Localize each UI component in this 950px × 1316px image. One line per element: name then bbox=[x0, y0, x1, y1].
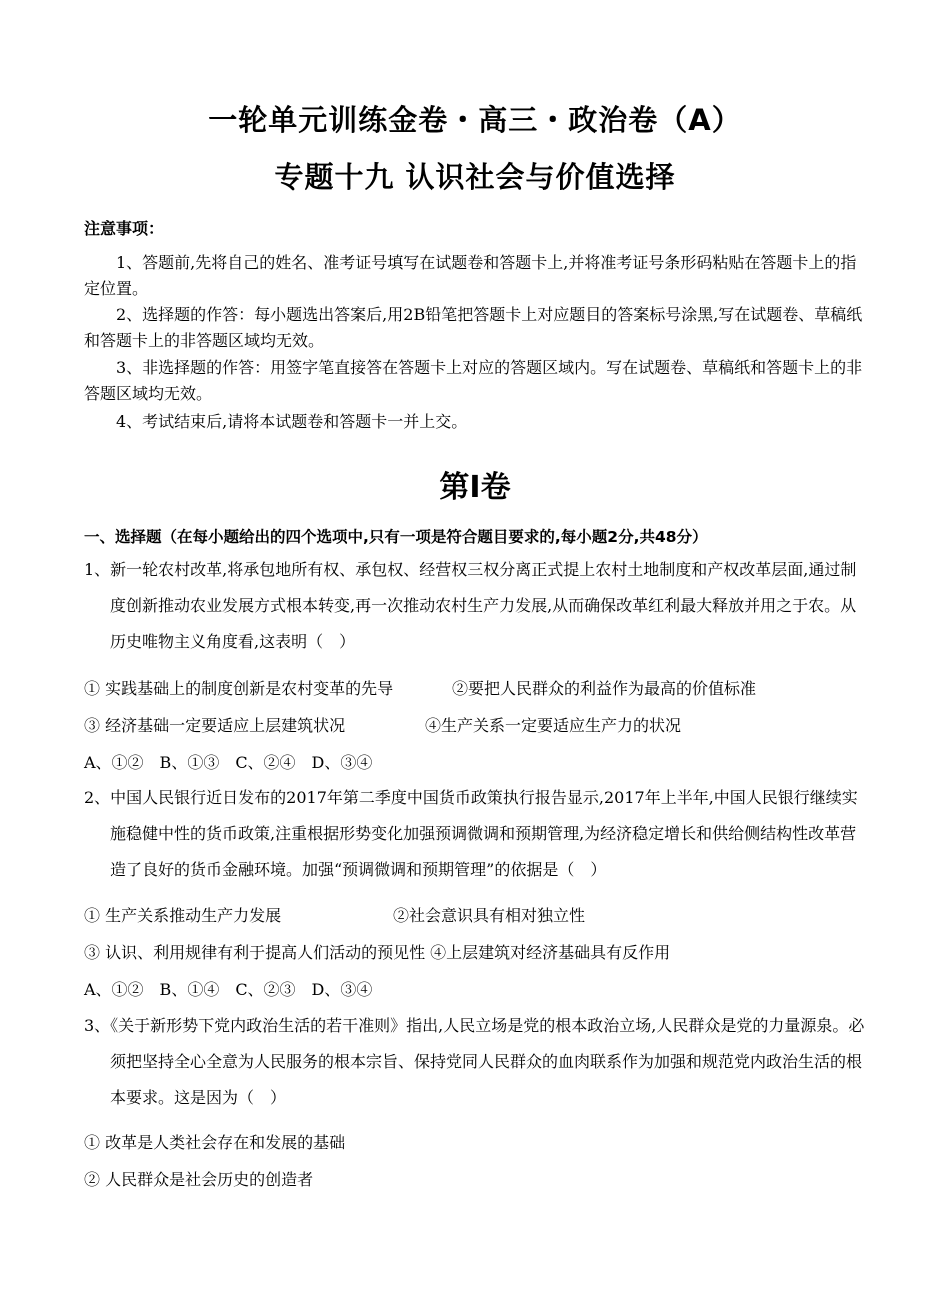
question-2-option-1: ① 生产关系推动生产力发展 bbox=[84, 906, 282, 925]
question-1-option-1: ① 实践基础上的制度创新是农村变革的先导 bbox=[84, 679, 394, 698]
question-1-answers: A、①② B、①③ C、②④ D、③④ bbox=[84, 753, 373, 772]
notice-item-3: 3、非选择题的作答：用签字笔直接答在答题卡上对应的答题区域内。写在试题卷、草稿纸和答题卡上的非答题区域均无效。 bbox=[84, 358, 863, 403]
exam-subtitle: 专题十九 认识社会与价值选择 bbox=[274, 160, 676, 194]
exam-title: 一轮单元训练金卷・高三・政治卷（A） bbox=[208, 103, 742, 137]
question-1-option-4: ④生产关系一定要适应生产力的状况 bbox=[425, 716, 682, 735]
question-2-option-2: ②社会意识具有相对独立性 bbox=[393, 906, 586, 925]
question-3-stem bbox=[84, 1008, 870, 1116]
notice-item-2: 2、选择题的作答：每小题选出答案后,用2B铅笔把答题卡上对应题目的答案标号涂黑,写在试题卷、草稿纸和答题卡上的非答题区域均无效。 bbox=[84, 305, 863, 350]
question-2-option-3: ③ 认识、利用规律有利于提高人们活动的预见性 ④上层建筑对经济基础具有反作用 bbox=[84, 943, 671, 962]
notice-heading: 注意事项： bbox=[84, 219, 165, 238]
notice-item-1: 1、答题前,先将自己的姓名、准考证号填写在试题卷和答题卡上,并将准考证号条形码粘贴在答题卡上的指定位置。 bbox=[84, 253, 857, 298]
notice-item-4: 4、考试结束后,请将本试题卷和答题卡一并上交。 bbox=[116, 412, 468, 431]
question-3-text: 3、《关于新形势下党内政治生活的若干准则》指出,人民立场是党的根本政治立场,人民群众是党的力量源泉。必须把坚持全心全意为人民服务的根本宗旨、保持党同人民群众的血肉联系作为加强和规范党内政治生活的根本要求。这是因为（ ） bbox=[84, 1016, 865, 1107]
question-2-stem bbox=[84, 780, 870, 888]
question-1-text: 1、新一轮农村改革,将承包地所有权、承包权、经营权三权分离正式提上农村土地制度和产权改革层面,通过制度创新推动农业发展方式根本转变,再一次推动农村生产力发展,从而确保改革红利最大释放并用之于农。从历史唯物主义角度看,这表明（ ） bbox=[84, 560, 857, 651]
question-3-option-2: ② 人民群众是社会历史的创造者 bbox=[84, 1170, 314, 1189]
question-3-option-1: ① 改革是人类社会存在和发展的基础 bbox=[84, 1133, 346, 1152]
question-1-option-3: ③ 经济基础一定要适应上层建筑状况 bbox=[84, 716, 346, 735]
question-2-answers: A、①② B、①④ C、②③ D、③④ bbox=[84, 980, 373, 999]
volume-heading: 第Ⅰ卷 bbox=[439, 470, 511, 505]
question-1-option-2: ②要把人民群众的利益作为最高的价值标准 bbox=[452, 679, 757, 698]
section-heading: 一、选择题（在每小题给出的四个选项中,只有一项是符合题目要求的,每小题2分,共48分） bbox=[84, 528, 708, 546]
question-2-text: 2、中国人民银行近日发布的2017年第二季度中国货币政策执行报告显示,2017年上半年,中国人民银行继续实施稳健中性的货币政策,注重根据形势变化加强预调微调和预期管理,为经济稳定增长和供给侧结构性改革营造了良好的货币金融环境。加强“预调微调和预期管理”的依据是（ ） bbox=[84, 788, 858, 879]
question-1-stem bbox=[84, 552, 870, 660]
